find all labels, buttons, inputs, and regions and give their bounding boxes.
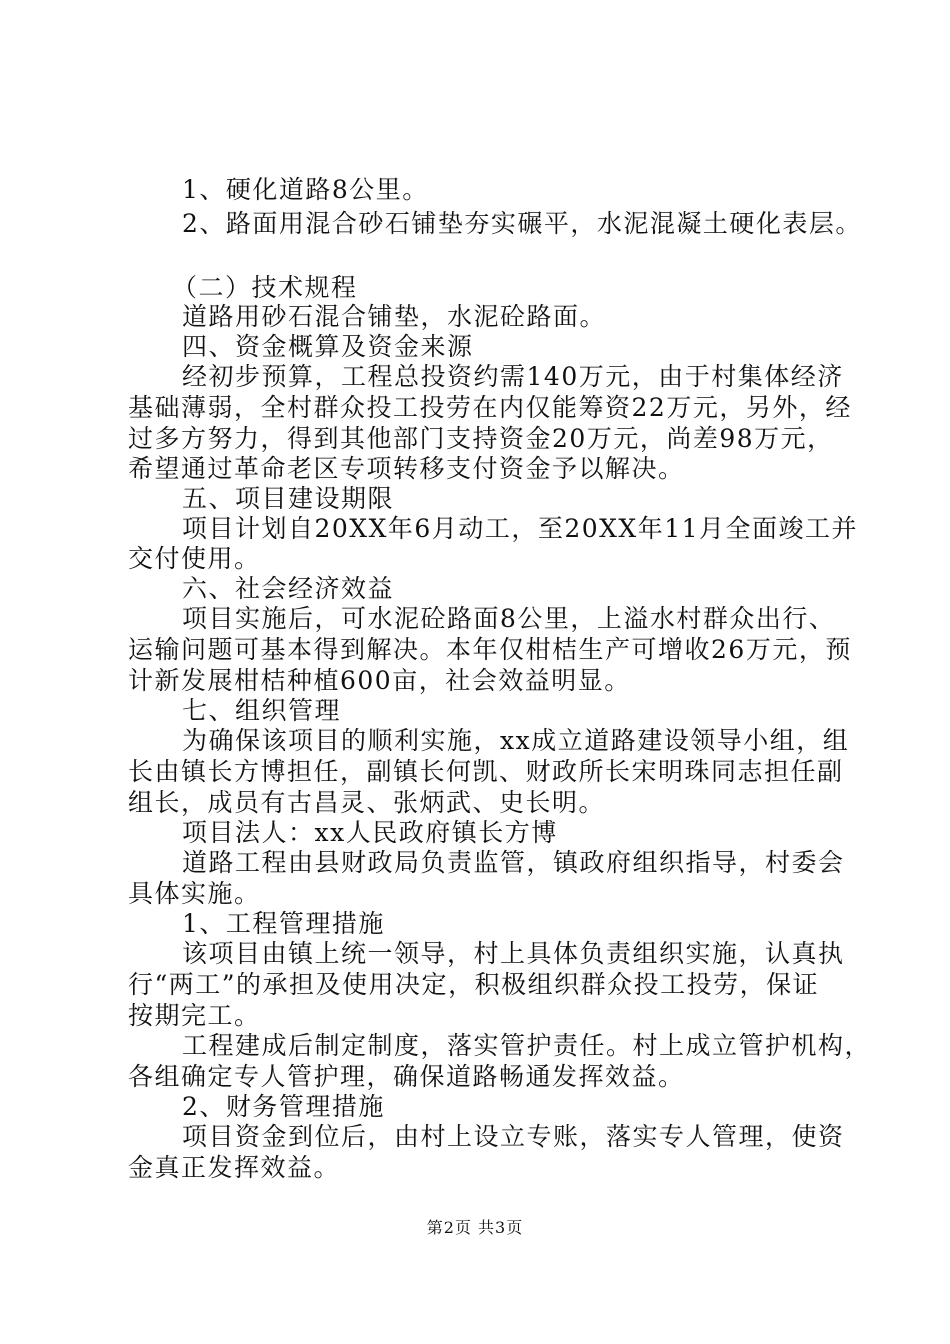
page-footer: 第2页 共3页 — [426, 1218, 524, 1237]
legal-person-line: 项目法人：xx人民政府镇长方博 — [182, 818, 558, 847]
subsection-heading-finance: 2、财务管理措施 — [182, 1092, 385, 1121]
paragraph-line: 组长，成员有古昌灵、张炳武、史长明。 — [128, 788, 606, 817]
section-heading-schedule: 五、项目建设期限 — [182, 484, 395, 513]
paragraph-line: 项目资金到位后，由村上设立专账，落实专人管理，使资 — [182, 1122, 845, 1151]
paragraph-line: 工程建成后制定制度，落实管护责任。村上成立管护机构， — [182, 1031, 872, 1060]
paragraph-line: 具体实施。 — [128, 879, 261, 908]
paragraph-line: 按期完工。 — [128, 1001, 261, 1030]
paragraph-line: 长由镇长方博担任，副镇长何凯、财政所长宋明珠同志担任副 — [128, 757, 844, 786]
paragraph-line: 为确保该项目的顺利实施，xx成立道路建设领导小组，组 — [182, 726, 850, 755]
paragraph-line: 该项目由镇上统一领导，村上具体负责组织实施，认真执 — [182, 939, 845, 968]
item-1-paved-road: 1、硬化道路8公里。 — [182, 175, 429, 204]
paragraph-line: 希望通过革命老区专项转移支付资金予以解决。 — [128, 454, 685, 483]
paragraph-line: 交付使用。 — [128, 544, 261, 573]
paragraph-line: 计新发展柑桔种植600亩，社会效益明显。 — [128, 666, 631, 695]
paragraph-line: 过多方努力，得到其他部门支持资金20万元，尚差98万元， — [128, 424, 834, 453]
paragraph-line: 行“两工”的承担及使用决定，积极组织群众投工投劳，保证 — [128, 970, 820, 999]
section-heading-technical: （二）技术规程 — [172, 273, 358, 302]
section-heading-funding: 四、资金概算及资金来源 — [182, 332, 474, 361]
section-heading-management: 七、组织管理 — [182, 696, 342, 725]
paragraph-line: 经初步预算，工程总投资约需140万元，由于村集体经济 — [182, 362, 844, 391]
paragraph-line: 金真正发挥效益。 — [128, 1153, 341, 1182]
paragraph-line: 项目计划自20XX年6月动工，至20XX年11月全面竣工并 — [182, 514, 859, 543]
paragraph-line: 各组确定专人管护理，确保道路畅通发挥效益。 — [128, 1062, 685, 1091]
item-2-road-surface: 2、路面用混合砂石铺垫夯实碾平，水泥混凝土硬化表层。 — [182, 209, 862, 238]
paragraph-line: 运输问题可基本得到解决。本年仅柑桔生产可增收26万元，预 — [128, 635, 852, 664]
paragraph-line: 道路用砂石混合铺垫，水泥砼路面。 — [182, 302, 607, 331]
paragraph-line: 基础薄弱，全村群众投工投劳在内仅能筹资22万元，另外，经 — [128, 393, 852, 422]
paragraph-line: 道路工程由县财政局负责监管，镇政府组织指导，村委会 — [182, 848, 845, 877]
subsection-heading-engineering: 1、工程管理措施 — [182, 909, 385, 938]
paragraph-line: 项目实施后，可水泥砼路面8公里，上溢水村群众出行、 — [182, 604, 836, 633]
section-heading-benefits: 六、社会经济效益 — [182, 574, 395, 603]
